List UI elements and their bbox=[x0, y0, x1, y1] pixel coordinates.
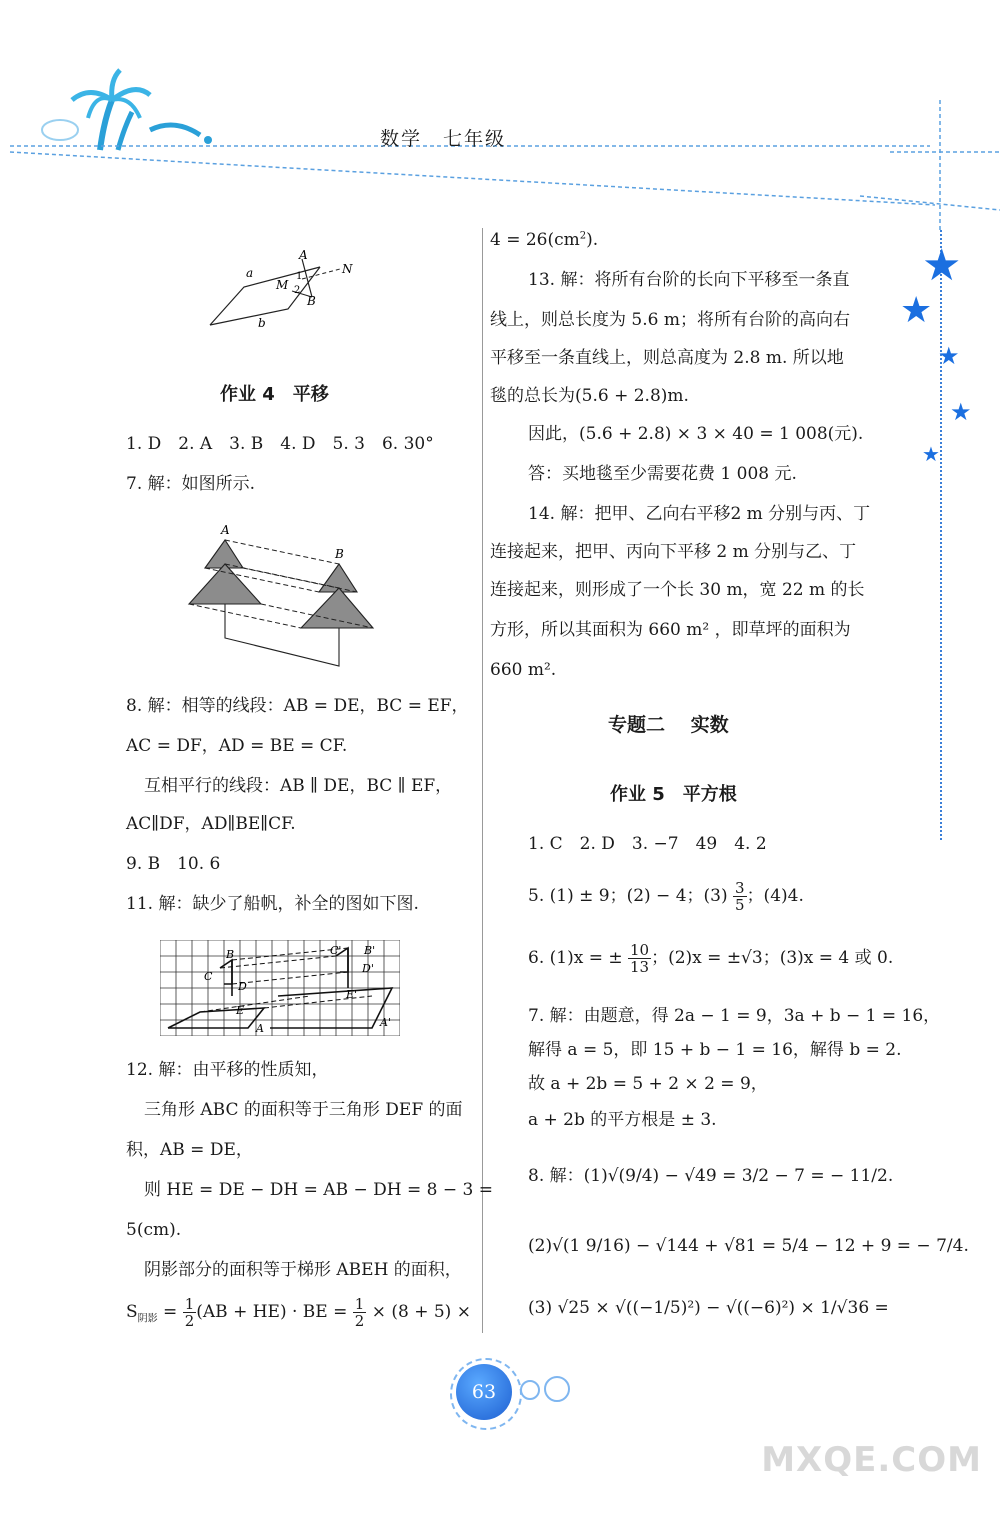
margin-dotted-line bbox=[940, 230, 942, 840]
answer-s5-q7-line3: 故 a + 2b = 5 + 2 × 2 = 9， bbox=[528, 1074, 768, 1094]
header-title: 数学 七年级 bbox=[380, 128, 507, 150]
column-divider bbox=[482, 228, 483, 1333]
answer-q14-line2: 连接起来，把甲、丙向下平移 2 m 分别与乙、丁 bbox=[490, 542, 857, 562]
answer-q13-line4: 毯的总长为(5.6 + 2.8)m. bbox=[490, 386, 689, 406]
fig3-label-B-prime: B' bbox=[364, 944, 376, 957]
answer-s5-q7-line2: 解得 a = 5，即 15 + b − 1 = 16，解得 b = 2. bbox=[528, 1040, 902, 1060]
answer-s5-q6: 6. (1)x = ± $\frac{10}{13}$ ；(2)x = ±√3；(3)x = 4 或 0. bbox=[528, 941, 894, 976]
fig3-label-D: D bbox=[238, 980, 247, 993]
answer-q8-line3: 互相平行的线段：AB ∥ DE，BC ∥ EF， bbox=[144, 776, 453, 796]
fig1-label-b: b bbox=[258, 316, 266, 330]
answer-line-q1-6: 1. D 2. A 3. B 4. D 5. 3 6. 30° bbox=[126, 434, 434, 454]
answer-s5-q1-4: 1. C 2. D 3. −7 49 4. 2 bbox=[528, 834, 767, 854]
figure-parallelogram bbox=[200, 245, 370, 335]
answer-q12-line5: 5(cm). bbox=[126, 1220, 182, 1240]
answer-q7: 7. 解：如图所示. bbox=[126, 474, 256, 494]
answer-q13-line3: 平移至一条直线上，则总高度为 2.8 m. 所以地 bbox=[490, 348, 844, 368]
decorative-circle bbox=[544, 1376, 570, 1402]
answer-q12-line6: 阴影部分的面积等于梯形 ABEH 的面积， bbox=[144, 1260, 462, 1280]
fig3-label-A: A bbox=[256, 1022, 264, 1035]
section-5-title: 作业 5 平方根 bbox=[610, 784, 737, 805]
answer-q12-line1: 12. 解：由平移的性质知， bbox=[126, 1060, 329, 1080]
answer-q8-line2: AC = DF，AD = BE = CF. bbox=[126, 736, 348, 756]
answer-q8-line1: 8. 解：相等的线段：AB = DE，BC = EF， bbox=[126, 696, 469, 716]
star-icon: ★ bbox=[922, 442, 940, 466]
decorative-circle bbox=[520, 1380, 540, 1400]
fraction-half: $\frac{1}{2}$ bbox=[354, 1295, 365, 1330]
section-4-title: 作业 4 平移 bbox=[220, 384, 329, 405]
answer-q14-line1: 14. 解：把甲、乙向右平移2 m 分别与丙、丁 bbox=[528, 504, 871, 524]
fig1-angle-2: 2 bbox=[294, 285, 301, 296]
fig3-label-E-prime: E' bbox=[346, 988, 358, 1001]
page-number: 63 bbox=[456, 1364, 512, 1420]
answer-q8-line4: AC∥DF，AD∥BE∥CF. bbox=[126, 814, 296, 834]
fig1-label-M: M bbox=[276, 278, 289, 292]
fig3-label-C-prime: C' bbox=[330, 944, 342, 957]
fig3-label-C: C bbox=[204, 970, 213, 983]
header-decoration bbox=[0, 0, 1000, 230]
watermark: MXQE.COM bbox=[761, 1440, 982, 1480]
fig1-label-N: N bbox=[342, 262, 353, 276]
answer-s5-q8-line1: 8. 解：(1)√(9/4) − √49 = 3/2 − 7 = − 11/2. bbox=[528, 1166, 894, 1186]
answer-q14-line5: 660 m². bbox=[490, 660, 557, 680]
star-icon: ★ bbox=[922, 240, 962, 291]
fig3-label-A-prime: A' bbox=[380, 1016, 391, 1029]
fig3-label-E: E bbox=[236, 1004, 245, 1017]
fig1-angle-1: 1 bbox=[296, 271, 303, 282]
fraction-half: $\frac{1}{2}$ bbox=[184, 1295, 195, 1330]
answer-q12-line7: $S_{阴影}$ = $\frac{1}{2}$ (AB + HE) · BE = $\frac{1}{2}$ × (8 + 5) × bbox=[126, 1295, 471, 1330]
answer-q9-10: 9. B 10. 6 bbox=[126, 854, 221, 874]
answer-q11: 11. 解：缺少了船帆，补全的图如下图. bbox=[126, 894, 419, 914]
fig2-label-A: A bbox=[221, 523, 230, 537]
answer-q14-line4: 方形，所以其面积为 660 m² ，即草坪的面积为 bbox=[490, 620, 851, 640]
answer-s5-q7-line4: a + 2b 的平方根是 ± 3. bbox=[528, 1110, 717, 1130]
answer-s5-q8-line2: (2)√(1 9/16) − √144 + √81 = 5/4 − 12 + 9 = − 7/4. bbox=[528, 1236, 969, 1256]
fig3-label-D-prime: D' bbox=[362, 962, 374, 975]
fig3-label-B: B bbox=[226, 948, 235, 961]
answer-q14-line3: 连接起来，则形成了一个长 30 m，宽 22 m 的长 bbox=[490, 580, 865, 600]
fig1-label-a: a bbox=[246, 266, 254, 280]
star-icon: ★ bbox=[950, 398, 972, 426]
star-icon: ★ bbox=[900, 290, 933, 331]
answer-q12-line3: 积，AB = DE， bbox=[126, 1140, 253, 1160]
star-icon: ★ bbox=[938, 342, 960, 370]
fig2-label-B: B bbox=[335, 547, 344, 561]
answer-s5-q5: 5. (1) ± 9；(2) − 4；(3) $\frac{3}{5}$ ；(4)4. bbox=[528, 879, 804, 914]
figure-grid-boat bbox=[160, 940, 400, 1036]
answer-q12-line4: 则 HE = DE − DH = AB − DH = 8 − 3 = bbox=[144, 1180, 493, 1200]
answer-s5-q7-line1: 7. 解：由题意，得 2a − 1 = 9，3a + b − 1 = 16， bbox=[528, 1006, 941, 1026]
answer-r1: $4 = 26(cm^2)$. bbox=[490, 230, 599, 250]
figure-translated-triangles bbox=[185, 518, 385, 673]
answer-s5-q8-line3: (3) √25 × √((−1/5)²) − √((−6)²) × 1/√36 = bbox=[528, 1298, 889, 1318]
answer-q12-line2: 三角形 ABC 的面积等于三角形 DEF 的面 bbox=[144, 1100, 463, 1120]
palm-tree-icon bbox=[42, 70, 212, 150]
answer-q13-line6: 答：买地毯至少需要花费 1 008 元. bbox=[528, 464, 797, 484]
answer-q13-line5: 因此，(5.6 + 2.8) × 3 × 40 = 1 008(元). bbox=[528, 424, 864, 444]
answer-q13-line1: 13. 解：将所有台阶的长向下平移至一条直 bbox=[528, 270, 850, 290]
answer-q13-line2: 线上，则总长度为 5.6 m；将所有台阶的高向右 bbox=[490, 310, 850, 330]
header-line-diagonal bbox=[10, 152, 935, 205]
topic-2-title: 专题二 实数 bbox=[608, 714, 729, 736]
fig1-label-B: B bbox=[307, 294, 316, 308]
fig1-label-A: A bbox=[299, 248, 308, 262]
